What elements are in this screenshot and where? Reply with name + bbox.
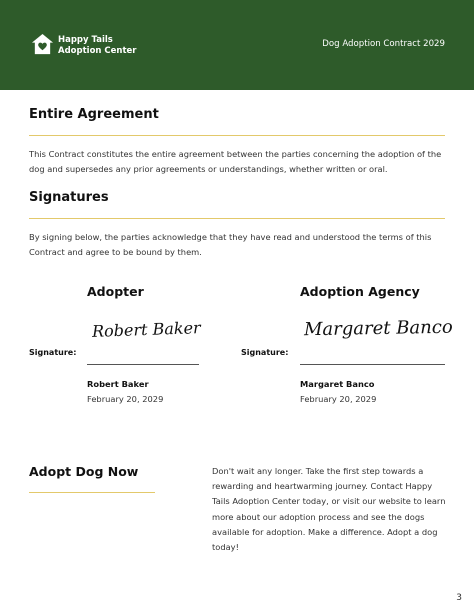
section-divider [29,135,445,136]
cta-title: Adopt Dog Now [29,464,139,479]
page-number: 3 [456,593,462,603]
brand-name [58,35,137,57]
signatures-title: Signatures [29,190,109,205]
house-heart-icon [31,33,54,56]
agency-heading: Adoption Agency [300,284,420,299]
adopter-date: February 20, 2029 [87,394,164,404]
entire-agreement-title: Entire Agreement [29,107,159,122]
entire-agreement-body: This Contract constitutes the entire agreement between the parties concerning the adoption of the dog and supersedes any prior agreements or understandings, whether written or oral. [29,149,442,174]
agency-name: Margaret Banco [300,379,375,389]
cta-body: Don't wait any longer. Take the first step towards a rewarding and heartwarming journey. Contact Happy Tails Adoption Center today, or visit our website to learn more about our adoption process and see the dogs available for adoption. Make a difference. Adopt a dog today! [212,466,446,553]
adopter-name: Robert Baker [87,379,149,389]
cta-divider [29,492,155,493]
agency-signature: Margaret Banco [303,316,453,341]
adopter-heading: Adopter [87,284,144,299]
signatures-body: By signing below, the parties acknowledge that they have read and understood the terms of this Contract and agree to be bound by them. [29,232,432,257]
adopter-signature-line [87,364,199,365]
section-divider [29,218,445,219]
adopter-signature-label: Signature: [29,348,77,357]
page-header [0,0,474,90]
agency-signature-label: Signature: [241,348,289,357]
brand-line-2: Adoption Center [58,46,137,56]
agency-signature-line [300,364,445,365]
brand-line-1: Happy Tails [58,35,113,45]
agency-date: February 20, 2029 [300,394,377,404]
adopter-signature: Robert Baker [91,318,201,341]
document-title: Dog Adoption Contract 2029 [322,39,445,49]
